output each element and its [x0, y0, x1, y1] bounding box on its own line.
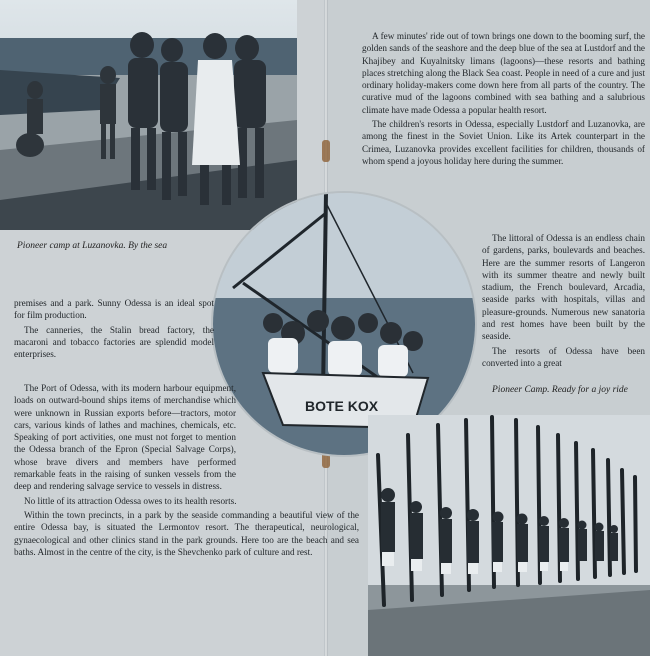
- beach-photo-caption: Pioneer camp at Luzanovka. By the sea: [17, 241, 168, 251]
- boat-photo-caption: Pioneer Camp. Ready for a joy ride: [492, 385, 628, 395]
- paragraph: premises and a park. Sunny Odessa is an ideal spot for film production.: [14, 298, 214, 321]
- paragraph: The Port of Odessa, with its modern harbour equipment, loads on outward-bound ships items of merchandise which were unknown in Russian exports before—tractors, motor cars, various kinds of lathes and machines, chemicals, etc. Speaking of port activities, one must not forget to mention the Odessa branch of the Epron (Special Salvage Corps), whose brave divers and members have performed remarkable feats in the raising of sunken vessels from the deep and rendering salvage service to vessels in distress.: [14, 383, 236, 492]
- paragraph: A few minutes' ride out of town brings one down to the booming surf, the golden sands of the seashore and the deep blue of the sea at Lustdorf and the Khajibey and Kuyalnitsky limans (lagoons)—these resorts and bathing places stretching along the Black Sea coast. People in need of a cure and just ordinary holiday-makers come down here from all parts of the country. The curative mud of the lagoons combined with sea bathing and a salubrious climate have made Odessa a popular health resort.: [362, 31, 645, 115]
- beach-girls-photo: [0, 0, 297, 230]
- left-column-narrow: [14, 297, 214, 362]
- rowers-oars-photo: [368, 415, 650, 656]
- right-column-top: [362, 30, 645, 170]
- paragraph: The children's resorts in Odessa, especially Lustdorf and Luzanovka, are among the finest in the Soviet Union. Like its Artek counterpart in the Crimea, Luzanovka provides excellent facilities for children, thousands of whom spend a joyous holiday here during the summer.: [362, 119, 645, 166]
- port-text-wrap: [14, 382, 236, 493]
- paragraph: The littoral of Odessa is an endless chain of gardens, parks, boulevards and beaches. Here are the summer resorts of Langeron with its summer theatre and newly built stadium, the French boulevard, Arcadia, seaside parks with hospitals, villas and pleasure-grounds. Numerous new sanatoria and rest homes have been built by the seaside.: [482, 233, 645, 342]
- left-column-wide: [14, 382, 359, 560]
- boat-name: BOTE KOX: [305, 398, 379, 414]
- paragraph: No little of its attraction Odessa owes to its health resorts.: [24, 495, 237, 506]
- paragraph: The canneries, the Stalin bread factory, the macaroni and tobacco factories are splendid model enterprises.: [14, 324, 214, 360]
- paragraph: The resorts of Odessa have been converted into a great: [482, 345, 645, 368]
- rust-stain: [322, 140, 330, 162]
- paragraph: Within the town precincts, in a park by the seaside commanding a beautiful view of the entire Odessa bay, is situated the Lermontov resort. The therapeutical, neurological, gynaecological and other clinics stand in the park grounds. Here too are the beach and sea baths. Almost in the centre of the city, is the Shevchenko park of culture and rest.: [14, 509, 359, 557]
- right-column-narrow: [482, 232, 645, 371]
